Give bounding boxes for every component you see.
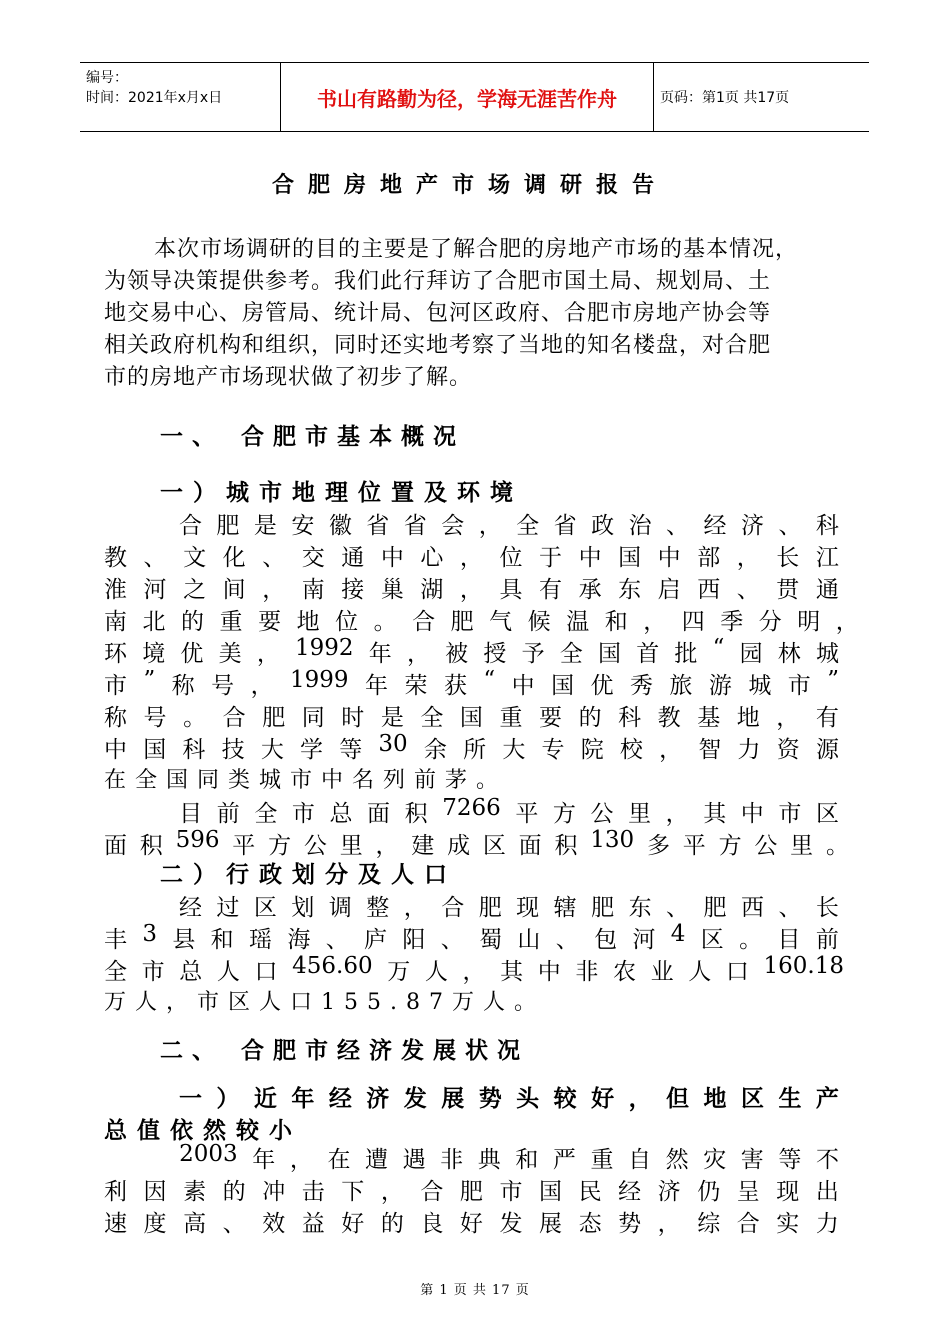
intro-line: 为领导决策提供参考。我们此行拜访了合肥市国土局、规划局、土 (104, 269, 772, 294)
subsection-heading: 一）城市地理位置及环境 (160, 480, 523, 506)
header-meta-cell (80, 63, 281, 131)
body-line: 环 境 优 美 ， 1992 年 ， 被 授 予 全 国 首 批 “ 园 林 城 (104, 635, 839, 667)
intro-line: 本次市场调研的目的主要是了解合肥的房地产市场的基本情况， (154, 237, 799, 262)
body-line: 称 号 。 合 肥 同 时 是 全 国 重 要 的 科 教 基 地 ， 有 (104, 705, 839, 731)
section-heading: 一、 合肥市基本概况 (160, 424, 466, 450)
body-line: 在全国同类城市中名列前茅。 (104, 768, 508, 793)
document-title: 合肥房地产市场调研报告 (272, 173, 669, 198)
motto: 书山有路勤为径，学海无涯苦作舟 (317, 87, 617, 111)
time-label: 时间：2021年x月x日 (86, 90, 223, 106)
intro-line: 市的房地产市场现状做了初步了解。 (104, 365, 473, 390)
body-line: 南 北 的 重 要 地 位 。 合 肥 气 候 温 和 ， 四 季 分 明 ， (104, 609, 859, 635)
header-motto-cell (281, 63, 654, 131)
body-line: 合 肥 是 安 徽 省 省 会 ， 全 省 政 治 、 经 济 、 科 (178, 513, 839, 539)
body-line: 中 国 科 技 大 学 等 30 余 所 大 专 院 校 ， 智 力 资 源 (104, 731, 839, 763)
body-line: 淮 河 之 间 ， 南 接 巢 湖 ， 具 有 承 东 启 西 、 贯 通 (104, 577, 839, 603)
body-line: 利 因 素 的 冲 击 下 ， 合 肥 市 国 民 经 济 仍 呈 现 出 (104, 1179, 839, 1205)
intro-line: 相关政府机构和组织，同时还实地考察了当地的知名楼盘，对合肥 (104, 333, 772, 358)
number-label: 编号： (86, 70, 128, 86)
page-footer: 第 1 页 共 17 页 (420, 1283, 530, 1298)
body-line: 全 市 总 人 口 456.60 万 人 ， 其 中 非 农 业 人 口 160.18 (104, 953, 844, 985)
document-header (80, 62, 869, 132)
body-line: 教 、 文 化 、 交 通 中 心 ， 位 于 中 国 中 部 ， 长 江 (104, 545, 839, 571)
intro-line: 地交易中心、房管局、统计局、包河区政府、合肥市房地产协会等 (104, 301, 772, 326)
body-line: 目 前 全 市 总 面 积 7266 平 方 公 里 ， 其 中 市 区 (179, 795, 839, 827)
body-line: 面 积 596 平 方 公 里 ， 建 成 区 面 积 130 多 平 方 公 里 。 (104, 827, 849, 859)
body-line: 速 度 高 、 效 益 好 的 良 好 发 展 态 势 ， 综 合 实 力 (104, 1211, 839, 1237)
page-label: 页码：第1页 共17页 (660, 90, 790, 106)
subsection-heading: 总值依然较小 (104, 1118, 302, 1144)
header-page-cell (654, 63, 869, 131)
subsection-heading: 二）行政划分及人口 (160, 862, 457, 888)
subsection-heading: 一 ） 近 年 经 济 发 展 势 头 较 好 ， 但 地 区 生 产 (178, 1086, 839, 1112)
body-line: 经 过 区 划 调 整 ， 合 肥 现 辖 肥 东 、 肥 西 、 长 (178, 895, 839, 921)
body-line: 市 ” 称 号 ， 1999 年 荣 获 “ 中 国 优 秀 旅 游 城 市 ” (104, 667, 839, 699)
body-line: 2003 年 ， 在 遭 遇 非 典 和 严 重 自 然 灾 害 等 不 (179, 1141, 839, 1173)
body-line: 丰 3 县 和 瑶 海 、 庐 阳 、 蜀 山 、 包 河 4 区 。 目 前 (104, 921, 839, 953)
section-heading: 二、 合肥市经济发展状况 (160, 1038, 530, 1064)
body-line: 万人，市区人口155.87万人。 (104, 990, 545, 1015)
